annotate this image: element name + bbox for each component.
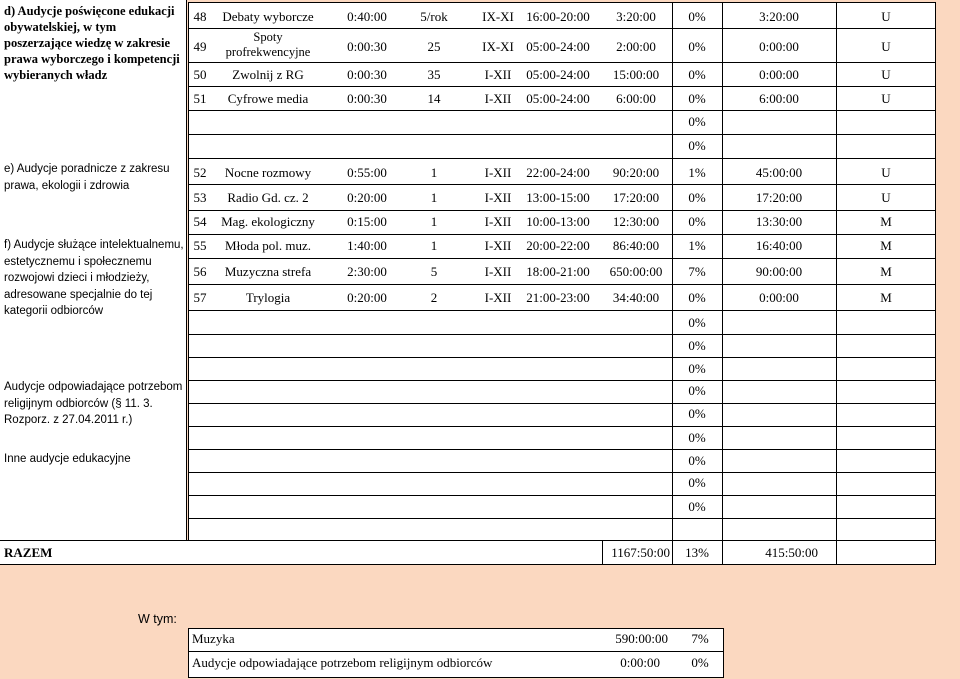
cell-freq: 25 [427, 38, 441, 54]
row-gridline [188, 518, 936, 519]
row-gridline [188, 134, 936, 135]
cell-hours: 16:00-20:00 [526, 9, 590, 24]
cell-months: I-XII [484, 214, 512, 229]
row-gridline [188, 234, 936, 235]
cell-hours: 05:00-24:00 [526, 91, 590, 106]
cell-pct: 0% [688, 9, 706, 24]
wtym-item-total: 0:00:00 [620, 655, 660, 670]
cell-mark: M [880, 263, 892, 279]
cell-pct: 0% [688, 453, 706, 468]
cell-pct: 1% [688, 238, 706, 253]
cell-title: Mag. ekologiczny [221, 214, 315, 229]
cell-title: Muzyczna strefa [224, 263, 312, 279]
cell-pct: 0% [688, 338, 706, 353]
cell-duration: 0:00:30 [347, 91, 387, 106]
cell-hours: 18:00-21:00 [526, 263, 590, 279]
cell-no: 55 [193, 238, 207, 253]
cell-freq: 1 [430, 164, 438, 180]
cell-pct: 0% [688, 190, 706, 205]
cell-pct: 0% [688, 38, 706, 54]
cell-total: 3:20:00 [616, 9, 656, 24]
row-gridline [188, 110, 936, 111]
cell-months: I-XII [484, 238, 512, 253]
cell-freq: 2 [430, 289, 438, 305]
cell-hours: 21:00-23:00 [526, 289, 590, 305]
wtym-label: W tym: [138, 612, 177, 626]
row-gridline [188, 334, 936, 335]
cell-duration: 0:00:30 [347, 67, 387, 82]
cell-no: 57 [193, 289, 207, 305]
cell-pct: 0% [688, 315, 706, 330]
wtym-item-pct: 0% [691, 655, 709, 670]
row-gridline [188, 310, 936, 311]
cell-duration: 0:55:00 [347, 164, 387, 180]
cell-pct: 0% [688, 67, 706, 82]
cell-freq: 5 [430, 263, 438, 279]
cell-pct: 0% [688, 406, 706, 421]
cell-pct: 0% [688, 214, 706, 229]
cell-freq: 35 [427, 67, 441, 82]
row-gridline [188, 184, 936, 185]
row-gridline [188, 403, 936, 404]
cell-pct: 0% [688, 91, 706, 106]
cell-freq: 14 [427, 91, 441, 106]
cell-title: Cyfrowe media [227, 91, 309, 106]
row-gridline [188, 86, 936, 87]
row-gridline [188, 258, 936, 259]
cell-title: Spoty profrekwencyjne [225, 30, 311, 59]
cell-duration: 0:20:00 [347, 190, 387, 205]
cell-duration: 1:40:00 [347, 238, 387, 253]
cell-total: 12:30:00 [612, 214, 660, 229]
cell-premiere: 45:00:00 [755, 164, 803, 180]
cell-premiere: 0:00:00 [759, 38, 799, 54]
row-gridline [188, 449, 936, 450]
wtym-item-name: Audycje odpowiadające potrzebom religijnym odbiorców [192, 655, 493, 670]
wtym-item-total: 590:00:00 [615, 631, 668, 646]
cell-title: Nocne rozmowy [224, 164, 312, 180]
totals-divider [722, 540, 723, 565]
cell-months: IX-XI [482, 9, 514, 24]
category-religious-label: Audycje odpowiadające potrzebom religijnym odbiorców (§ 11. 3. Rozporz. z 27.04.2011 r.) [4, 381, 183, 426]
cell-no: 53 [193, 190, 207, 205]
cell-title: Zwolnij z RG [232, 67, 304, 82]
row-gridline [188, 28, 936, 29]
row-gridline [188, 2, 936, 3]
cell-mark: M [880, 214, 892, 229]
row-gridline [188, 158, 936, 159]
cell-pct: 1% [688, 164, 706, 180]
cell-mark: U [881, 9, 891, 24]
row-gridline [188, 426, 936, 427]
cell-mark: U [881, 38, 891, 54]
category-f-label: f) Audycje służące intelektualnemu, estetycznemu i społecznemu rozwojowi dzieci i młodzieży, adresowane specjalnie do tej kategorii odbiorców [4, 239, 184, 317]
row-gridline [188, 284, 936, 285]
cell-total: 650:00:00 [609, 263, 663, 279]
row-gridline [188, 472, 936, 473]
cell-duration: 0:00:30 [347, 38, 387, 54]
cell-pct: 7% [688, 263, 706, 279]
totals-pct: 13% [685, 545, 709, 560]
cell-premiere: 0:00:00 [759, 67, 799, 82]
cell-pct: 0% [688, 289, 706, 305]
row-gridline [188, 380, 936, 381]
cell-total: 17:20:00 [612, 190, 660, 205]
cell-premiere: 90:00:00 [755, 263, 803, 279]
wtym-item-pct: 7% [691, 631, 709, 646]
cell-pct: 0% [688, 499, 706, 514]
cell-freq: 1 [430, 238, 438, 253]
cell-mark: U [881, 164, 891, 180]
cell-pct: 0% [688, 475, 706, 490]
cell-premiere: 13:30:00 [755, 214, 803, 229]
cell-freq: 5/rok [420, 9, 448, 24]
cell-total: 90:20:00 [612, 164, 660, 180]
cell-title: Młoda pol. muz. [225, 238, 311, 253]
cell-total: 2:00:00 [616, 38, 656, 54]
cell-pct: 0% [688, 138, 706, 153]
cell-total: 34:40:00 [612, 289, 660, 305]
cell-pct: 0% [688, 430, 706, 445]
cell-title: Radio Gd. cz. 2 [227, 190, 309, 205]
cell-premiere: 16:40:00 [755, 238, 803, 253]
cell-mark: U [881, 190, 891, 205]
cell-premiere: 6:00:00 [759, 91, 799, 106]
totals-divider [836, 540, 837, 565]
cell-no: 54 [193, 214, 207, 229]
cell-pct: 0% [688, 383, 706, 398]
category-e-label: e) Audycje poradnicze z zakresu prawa, ekologii i zdrowia [4, 163, 170, 192]
cell-months: IX-XI [482, 38, 514, 54]
totals-total: 1167:50:00 [611, 545, 670, 560]
totals-divider [602, 540, 603, 565]
cell-pct: 0% [688, 361, 706, 376]
cell-months: I-XII [484, 67, 512, 82]
cell-mark: U [881, 67, 891, 82]
cell-premiere: 3:20:00 [759, 9, 799, 24]
cell-duration: 2:30:00 [347, 263, 387, 279]
cell-pct: 0% [688, 114, 706, 129]
cell-freq: 1 [430, 190, 438, 205]
cell-hours: 22:00-24:00 [526, 164, 590, 180]
cell-no: 56 [193, 263, 207, 279]
totals-divider [935, 540, 936, 565]
cell-hours: 20:00-22:00 [526, 238, 590, 253]
row-gridline [188, 495, 936, 496]
row-gridline [188, 210, 936, 211]
cell-hours: 13:00-15:00 [526, 190, 590, 205]
wtym-item-name: Muzyka [192, 631, 235, 646]
cell-no: 48 [193, 9, 207, 24]
cell-mark: M [880, 238, 892, 253]
row-gridline [188, 357, 936, 358]
cell-total: 6:00:00 [616, 91, 656, 106]
category-column-border [186, 0, 187, 540]
totals-divider [672, 540, 673, 565]
cell-duration: 0:40:00 [347, 9, 387, 24]
cell-months: I-XII [484, 289, 512, 305]
cell-mark: M [880, 289, 892, 305]
wtym-row-divider [188, 651, 724, 652]
cell-no: 50 [193, 67, 207, 82]
category-other-label: Inne audycje edukacyjne [4, 453, 131, 465]
totals-label: RAZEM [4, 545, 53, 560]
cell-months: I-XII [484, 190, 512, 205]
cell-no: 51 [193, 91, 207, 106]
cell-premiere: 0:00:00 [759, 289, 799, 305]
cell-duration: 0:20:00 [347, 289, 387, 305]
cell-mark: U [881, 91, 891, 106]
cell-no: 49 [193, 38, 207, 54]
cell-freq: 1 [430, 214, 438, 229]
cell-no: 52 [193, 164, 207, 180]
cell-duration: 0:15:00 [347, 214, 387, 229]
cell-hours: 05:00-24:00 [526, 38, 590, 54]
category-d-label: d) Audycje poświęcone edukacji obywatelskiej, w tym poszerzające wiedzę w zakresie prawa wyborczego i kompetencji wybieranych władz [4, 4, 180, 82]
totals-premiere: 415:50:00 [765, 545, 818, 560]
cell-months: I-XII [484, 263, 512, 279]
row-gridline [188, 62, 936, 63]
cell-total: 86:40:00 [612, 238, 660, 253]
cell-hours: 05:00-24:00 [526, 67, 590, 82]
cell-title: Debaty wyborcze [222, 9, 314, 24]
cell-title: Trylogia [245, 289, 291, 305]
cell-months: I-XII [484, 91, 512, 106]
cell-total: 15:00:00 [612, 67, 660, 82]
cell-hours: 10:00-13:00 [526, 214, 590, 229]
cell-months: I-XII [484, 164, 512, 180]
cell-premiere: 17:20:00 [755, 190, 803, 205]
